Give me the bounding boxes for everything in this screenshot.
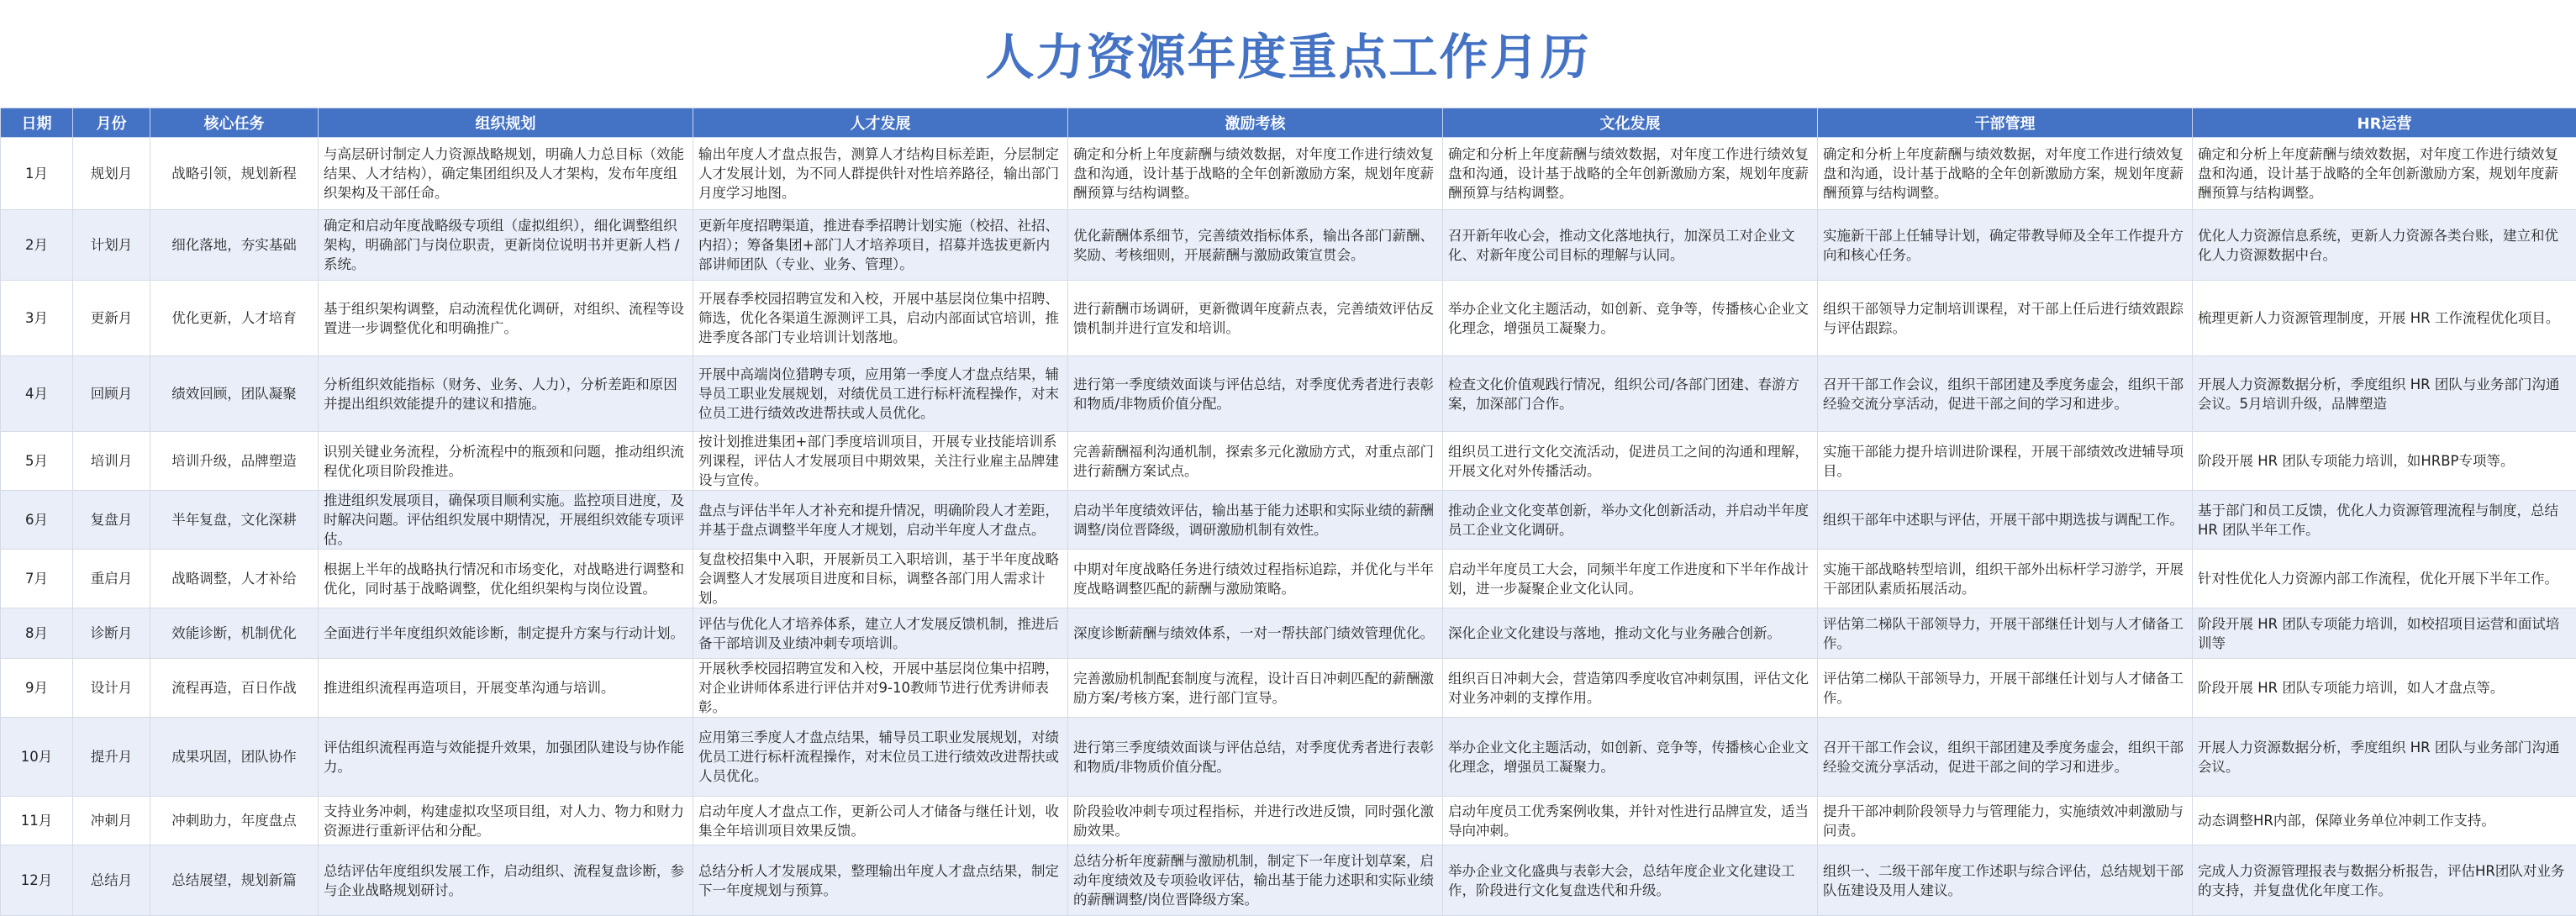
cell-text: 推进组织流程再造项目，开展变革沟通与培训。: [324, 678, 687, 698]
cell-month[interactable]: 计划月: [73, 210, 150, 281]
cell-hr-ops[interactable]: [2193, 718, 2576, 797]
cell-text: 优化薪酬体系细节，完善绩效指标体系，输出各部门薪酬、奖励、考核细则，开展薪酬与激励政策宣贯会。: [1073, 226, 1437, 265]
cell-date[interactable]: 2月: [1, 210, 73, 281]
cell-cadre[interactable]: [1818, 659, 2193, 718]
cell-text: 组织员工进行文化交流活动，促进员工之间的沟通和理解，开展文化对外传播活动。: [1448, 442, 1812, 481]
header-org-planning: 组织规划: [319, 108, 693, 138]
table-row: [1, 550, 2576, 608]
cell-text: 动态调整HR内部，保障业务单位冲刺工作支持。: [2198, 811, 2571, 830]
cell-month[interactable]: 规划月: [73, 138, 150, 210]
cell-core-task[interactable]: 成果巩固，团队协作: [150, 718, 319, 797]
cell-text: 深化企业文化建设与落地，推动文化与业务融合创新。: [1448, 624, 1812, 643]
cell-culture[interactable]: [1443, 356, 1818, 432]
cell-hr-ops[interactable]: [2193, 797, 2576, 845]
cell-text: 实施新干部上任辅导计划，确定带教导师及全年工作提升方向和核心任务。: [1823, 226, 2187, 265]
cell-incentive[interactable]: [1068, 210, 1443, 281]
header-cadre: 干部管理: [1818, 108, 2193, 138]
cell-text: 举办企业文化盛典与表彰大会，总结年度企业文化建设工作，阶段进行文化复盘迭代和升级。: [1448, 861, 1812, 900]
cell-incentive[interactable]: [1068, 491, 1443, 550]
cell-culture[interactable]: [1443, 797, 1818, 845]
cell-hr-ops[interactable]: [2193, 550, 2576, 608]
cell-text: 针对性优化人力资源内部工作流程，优化开展下半年工作。: [2198, 569, 2571, 588]
cell-incentive[interactable]: [1068, 550, 1443, 608]
header-row: [1, 108, 2576, 138]
cell-text: 完成人力资源管理报表与数据分析报告，评估HR团队对业务的支持，并复盘优化年度工作。: [2198, 861, 2571, 900]
header-date: 日期: [1, 108, 73, 138]
cell-core-task[interactable]: 总结展望，规划新篇: [150, 845, 319, 916]
cell-talent-dev[interactable]: [693, 281, 1068, 356]
cell-culture[interactable]: [1443, 138, 1818, 210]
cell-text: 完善激励机制配套制度与流程，设计百日冲刺匹配的薪酬激励方案/考核方案，进行部门宣导。: [1073, 669, 1437, 708]
cell-text: 评估第二梯队干部领导力，开展干部继任计划与人才储备工作。: [1823, 669, 2187, 708]
cell-month[interactable]: 更新月: [73, 281, 150, 356]
cell-date[interactable]: 7月: [1, 550, 73, 608]
cell-text: 应用第三季度人才盘点结果，辅导员工职业发展规划，对绩优员工进行标杆流程操作，对末位员工进行绩效改进帮扶或人员优化。: [698, 728, 1062, 786]
cell-text: 识别关键业务流程，分析流程中的瓶颈和问题，推动组织流程优化项目阶段推进。: [324, 442, 687, 481]
cell-date[interactable]: 10月: [1, 718, 73, 797]
cell-month[interactable]: 设计月: [73, 659, 150, 718]
cell-month[interactable]: 重启月: [73, 550, 150, 608]
cell-text: 组织百日冲刺大会，营造第四季度收官冲刺氛围，评估文化对业务冲刺的支撑作用。: [1448, 669, 1812, 708]
cell-text: 阶段开展 HR 团队专项能力培训，如校招项目运营和面试培训等: [2198, 614, 2571, 653]
cell-hr-ops[interactable]: [2193, 491, 2576, 550]
cell-month[interactable]: 复盘月: [73, 491, 150, 550]
header-hr-ops: HR运营: [2193, 108, 2576, 138]
cell-text: 复盘校招集中入职，开展新员工入职培训，基于半年度战略会调整人才发展项目进度和目标，调整各部门用人需求计划。: [698, 550, 1062, 608]
cell-text: 阶段验收冲刺专项过程指标，并进行改进反馈，同时强化激励效果。: [1073, 802, 1437, 840]
cell-date[interactable]: 12月: [1, 845, 73, 916]
cell-month[interactable]: 总结月: [73, 845, 150, 916]
cell-core-task[interactable]: 战略引领，规划新程: [150, 138, 319, 210]
cell-hr-ops[interactable]: [2193, 210, 2576, 281]
cell-date[interactable]: 6月: [1, 491, 73, 550]
cell-org-planning[interactable]: [319, 797, 693, 845]
cell-core-task[interactable]: 半年复盘，文化深耕: [150, 491, 319, 550]
cell-incentive[interactable]: [1068, 432, 1443, 491]
cell-org-planning[interactable]: [319, 659, 693, 718]
cell-cadre[interactable]: [1818, 797, 2193, 845]
cell-text: 举办企业文化主题活动，如创新、竞争等，传播核心企业文化理念，增强员工凝聚力。: [1448, 299, 1812, 338]
cell-hr-ops[interactable]: [2193, 138, 2576, 210]
cell-cadre[interactable]: [1818, 210, 2193, 281]
cell-culture[interactable]: [1443, 845, 1818, 916]
cell-text: 进行薪酬市场调研，更新微调年度薪点表，完善绩效评估反馈机制并进行宣发和培训。: [1073, 299, 1437, 338]
cell-text: 阶段开展 HR 团队专项能力培训，如HRBP专项等。: [2198, 451, 2571, 471]
cell-org-planning[interactable]: [319, 138, 693, 210]
cell-cadre[interactable]: [1818, 845, 2193, 916]
cell-text: 组织干部年中述职与评估，开展干部中期选拔与调配工作。: [1823, 510, 2187, 529]
table-row: [1, 356, 2576, 432]
cell-text: 深度诊断薪酬与绩效体系，一对一帮扶部门绩效管理优化。: [1073, 624, 1437, 643]
cell-cadre[interactable]: [1818, 608, 2193, 659]
cell-hr-ops[interactable]: [2193, 356, 2576, 432]
table-row: [1, 797, 2576, 845]
cell-text: 优化人力资源信息系统，更新人力资源各类台账，建立和优化人力资源数据中台。: [2198, 226, 2571, 265]
table-row: [1, 608, 2576, 659]
cell-text: 确定和分析上年度薪酬与绩效数据，对年度工作进行绩效复盘和沟通，设计基于战略的全年创新激励方案，规划年度薪酬预算与结构调整。: [1073, 145, 1437, 203]
table-row: [1, 432, 2576, 491]
cell-incentive[interactable]: [1068, 356, 1443, 432]
cell-text: 分析组织效能指标（财务、业务、人力），分析差距和原因并提出组织效能提升的建议和措施。: [324, 375, 687, 413]
cell-text: 基于部门和员工反馈，优化人力资源管理流程与制度，总结 HR 团队半年工作。: [2198, 501, 2571, 540]
cell-text: 进行第三季度绩效面谈与评估总结，对季度优秀者进行表彰和物质/非物质价值分配。: [1073, 738, 1437, 776]
cell-org-planning[interactable]: [319, 356, 693, 432]
cell-text: 评估第二梯队干部领导力，开展干部继任计划与人才储备工作。: [1823, 614, 2187, 653]
cell-talent-dev[interactable]: [693, 718, 1068, 797]
cell-cadre[interactable]: [1818, 281, 2193, 356]
table-row: [1, 491, 2576, 550]
cell-cadre[interactable]: [1818, 550, 2193, 608]
cell-text: 与高层研讨制定人力资源战略规划，明确人力总目标（效能结果、人才结构），确定集团组织及人才架构，发布年度组织架构及干部任命。: [324, 145, 687, 203]
cell-text: 推动企业文化变革创新，举办文化创新活动，并启动半年度员工企业文化调研。: [1448, 501, 1812, 540]
cell-core-task[interactable]: 冲刺助力，年度盘点: [150, 797, 319, 845]
table-row: [1, 659, 2576, 718]
cell-incentive[interactable]: [1068, 281, 1443, 356]
cell-cadre[interactable]: [1818, 432, 2193, 491]
cell-talent-dev[interactable]: [693, 550, 1068, 608]
cell-talent-dev[interactable]: [693, 797, 1068, 845]
cell-incentive[interactable]: [1068, 659, 1443, 718]
cell-hr-ops[interactable]: [2193, 659, 2576, 718]
table-row: [1, 718, 2576, 797]
cell-text: 检查文化价值观践行情况，组织公司/各部门团建、春游方案，加深部门合作。: [1448, 375, 1812, 413]
cell-incentive[interactable]: [1068, 845, 1443, 916]
table-row: [1, 281, 2576, 356]
cell-text: 总结分析人才发展成果，整理输出年度人才盘点结果，制定下一年度规划与预算。: [698, 861, 1062, 900]
cell-cadre[interactable]: [1818, 491, 2193, 550]
cell-text: 确定和启动年度战略级专项组（虚拟组织），细化调整组织架构，明确部门与岗位职责，更新岗位说明书并更新人档 / 系统。: [324, 216, 687, 274]
table-row: [1, 210, 2576, 281]
cell-core-task[interactable]: 战略调整，人才补给: [150, 550, 319, 608]
cell-core-task[interactable]: 绩效回顾，团队凝聚: [150, 356, 319, 432]
cell-hr-ops[interactable]: [2193, 845, 2576, 916]
cell-text: 开展中高端岗位猎聘专项，应用第一季度人才盘点结果，辅导员工职业发展规划，对绩优员工进行标杆流程操作，对末位员工进行绩效改进帮扶或人员优化。: [698, 365, 1062, 423]
cell-incentive[interactable]: [1068, 718, 1443, 797]
header-month: 月份: [73, 108, 150, 138]
cell-month[interactable]: 回顾月: [73, 356, 150, 432]
cell-text: 组织干部领导力定制培训课程，对干部上任后进行绩效跟踪与评估跟踪。: [1823, 299, 2187, 338]
cell-hr-ops[interactable]: [2193, 281, 2576, 356]
cell-text: 完善薪酬福利沟通机制，探索多元化激励方式，对重点部门进行薪酬方案试点。: [1073, 442, 1437, 481]
cell-talent-dev[interactable]: [693, 845, 1068, 916]
cell-culture[interactable]: [1443, 281, 1818, 356]
cell-date[interactable]: 9月: [1, 659, 73, 718]
cell-text: 实施干部能力提升培训进阶课程，开展干部绩效改进辅导项目。: [1823, 442, 2187, 481]
cell-text: 基于组织架构调整，启动流程优化调研，对组织、流程等设置进一步调整优化和明确推广。: [324, 299, 687, 338]
cell-culture[interactable]: [1443, 432, 1818, 491]
cell-month[interactable]: 诊断月: [73, 608, 150, 659]
cell-talent-dev[interactable]: [693, 659, 1068, 718]
cell-core-task[interactable]: 细化落地，夯实基础: [150, 210, 319, 281]
cell-text: 启动年度人才盘点工作，更新公司人才储备与继任计划，收集全年培训项目效果反馈。: [698, 802, 1062, 840]
cell-text: 梳理更新人力资源管理制度，开展 HR 工作流程优化项目。: [2198, 308, 2571, 328]
cell-text: 启动半年度员工大会，同频半年度工作进度和下半年作战计划，进一步凝聚企业文化认同。: [1448, 560, 1812, 598]
cell-month[interactable]: 培训月: [73, 432, 150, 491]
cell-date[interactable]: 11月: [1, 797, 73, 845]
cell-date[interactable]: 1月: [1, 138, 73, 210]
cell-text: 召开干部工作会议，组织干部团建及季度务虚会，组织干部经验交流分享活动，促进干部之间的学习和进步。: [1823, 738, 2187, 776]
cell-text: 开展人力资源数据分析，季度组织 HR 团队与业务部门沟通会议。: [2198, 738, 2571, 776]
cell-org-planning[interactable]: [319, 210, 693, 281]
cell-text: 开展春季校园招聘宣发和入校，开展中基层岗位集中招聘、筛选，优化各渠道生源测评工具，启动内部面试官培训，推进季度各部门专业培训计划落地。: [698, 289, 1062, 347]
cell-hr-ops[interactable]: [2193, 608, 2576, 659]
cell-text: 评估组织流程再造与效能提升效果，加强团队建设与协作能力。: [324, 738, 687, 776]
cell-text: 根据上半年的战略执行情况和市场变化，对战略进行调整和优化，同时基于战略调整，优化组织架构与岗位设置。: [324, 560, 687, 598]
cell-text: 实施干部战略转型培训，组织干部外出标杆学习游学，开展干部团队素质拓展活动。: [1823, 560, 2187, 598]
cell-org-planning[interactable]: [319, 718, 693, 797]
cell-core-task[interactable]: 优化更新，人才培育: [150, 281, 319, 356]
cell-culture[interactable]: [1443, 210, 1818, 281]
cell-culture[interactable]: [1443, 550, 1818, 608]
cell-org-planning[interactable]: [319, 491, 693, 550]
cell-text: 开展秋季校园招聘宣发和入校，开展中基层岗位集中招聘，对企业讲师体系进行评估并对9-10教师节进行优秀讲师表彰。: [698, 659, 1062, 717]
cell-culture[interactable]: [1443, 718, 1818, 797]
cell-org-planning[interactable]: [319, 550, 693, 608]
cell-incentive[interactable]: [1068, 138, 1443, 210]
cell-text: 推进组织发展项目，确保项目顺利实施。监控项目进度，及时解决问题。评估组织发展中期情况，开展组织效能专项评估。: [324, 491, 687, 549]
cell-text: 确定和分析上年度薪酬与绩效数据，对年度工作进行绩效复盘和沟通，设计基于战略的全年创新激励方案，规划年度薪酬预算与结构调整。: [1823, 145, 2187, 203]
cell-talent-dev[interactable]: [693, 432, 1068, 491]
cell-org-planning[interactable]: [319, 432, 693, 491]
cell-text: 输出年度人才盘点报告，测算人才结构目标差距，分层制定人才发展计划，为不同人群提供针对性培养路径，输出部门月度学习地图。: [698, 145, 1062, 203]
cell-month[interactable]: 提升月: [73, 718, 150, 797]
header-core-task: 核心任务: [150, 108, 319, 138]
cell-text: 按计划推进集团+部门季度培训项目，开展专业技能培训系列课程，评估人才发展项目中期效果，关注行业雇主品牌建设与宣传。: [698, 432, 1062, 490]
cell-culture[interactable]: [1443, 659, 1818, 718]
cell-text: 中期对年度战略任务进行绩效过程指标追踪，并优化与半年度战略调整匹配的薪酬与激励策略。: [1073, 560, 1437, 598]
work-calendar-table: [0, 108, 2576, 916]
cell-cadre[interactable]: [1818, 138, 2193, 210]
cell-text: 启动半年度绩效评估，输出基于能力述职和实际业绩的薪酬调整/岗位晋降级，调研激励机制有效性。: [1073, 501, 1437, 540]
cell-text: 总结分析年度薪酬与激励机制，制定下一年度计划草案，启动年度绩效及专项验收评估，输出基于能力述职和实际业绩的薪酬调整/岗位晋降级方案。: [1073, 851, 1437, 909]
header-culture: 文化发展: [1443, 108, 1818, 138]
cell-text: 举办企业文化主题活动，如创新、竞争等，传播核心企业文化理念，增强员工凝聚力。: [1448, 738, 1812, 776]
cell-hr-ops[interactable]: [2193, 432, 2576, 491]
cell-culture[interactable]: [1443, 491, 1818, 550]
cell-incentive[interactable]: [1068, 608, 1443, 659]
cell-date[interactable]: 5月: [1, 432, 73, 491]
cell-text: 总结评估年度组织发展工作，启动组织、流程复盘诊断，参与企业战略规划研讨。: [324, 861, 687, 900]
cell-text: 提升干部冲刺阶段领导力与管理能力，实施绩效冲刺激励与问责。: [1823, 802, 2187, 840]
cell-text: 组织一、二级干部年度工作述职与综合评估，总结规划干部队伍建设及用人建议。: [1823, 861, 2187, 900]
cell-cadre[interactable]: [1818, 718, 2193, 797]
page-title: 人力资源年度重点工作月历: [0, 0, 2576, 106]
cell-culture[interactable]: [1443, 608, 1818, 659]
cell-core-task[interactable]: 培训升级，品牌塑造: [150, 432, 319, 491]
cell-text: 更新年度招聘渠道，推进春季招聘计划实施（校招、社招、内招）；筹备集团+部门人才培养项目，招募并选拔更新内部讲师团队（专业、业务、管理）。: [698, 216, 1062, 274]
cell-core-task[interactable]: 流程再造，百日作战: [150, 659, 319, 718]
cell-date[interactable]: 8月: [1, 608, 73, 659]
cell-org-planning[interactable]: [319, 608, 693, 659]
cell-text: 召开新年收心会，推动文化落地执行，加深员工对企业文化、对新年度公司目标的理解与认同。: [1448, 226, 1812, 265]
cell-incentive[interactable]: [1068, 797, 1443, 845]
cell-talent-dev[interactable]: [693, 491, 1068, 550]
cell-talent-dev[interactable]: [693, 210, 1068, 281]
cell-text: 启动年度员工优秀案例收集，并针对性进行品牌宣发，适当导向冲刺。: [1448, 802, 1812, 840]
cell-talent-dev[interactable]: [693, 356, 1068, 432]
table-row: [1, 138, 2576, 210]
cell-org-planning[interactable]: [319, 845, 693, 916]
cell-text: 评估与优化人才培养体系，建立人才发展反馈机制，推进后备干部培训及业绩冲刺专项培训。: [698, 614, 1062, 653]
header-incentive: 激励考核: [1068, 108, 1443, 138]
cell-cadre[interactable]: [1818, 356, 2193, 432]
cell-text: 确定和分析上年度薪酬与绩效数据，对年度工作进行绩效复盘和沟通，设计基于战略的全年创新激励方案，规划年度薪酬预算与结构调整。: [2198, 145, 2571, 203]
cell-text: 进行第一季度绩效面谈与评估总结，对季度优秀者进行表彰和物质/非物质价值分配。: [1073, 375, 1437, 413]
cell-org-planning[interactable]: [319, 281, 693, 356]
header-talent-dev: 人才发展: [693, 108, 1068, 138]
table-row: [1, 845, 2576, 916]
cell-talent-dev[interactable]: [693, 138, 1068, 210]
cell-talent-dev[interactable]: [693, 608, 1068, 659]
cell-text: 开展人力资源数据分析，季度组织 HR 团队与业务部门沟通会议。5月培训升级，品牌塑造: [2198, 375, 2571, 413]
cell-text: 召开干部工作会议，组织干部团建及季度务虚会，组织干部经验交流分享活动，促进干部之间的学习和进步。: [1823, 375, 2187, 413]
cell-date[interactable]: 3月: [1, 281, 73, 356]
cell-text: 确定和分析上年度薪酬与绩效数据，对年度工作进行绩效复盘和沟通，设计基于战略的全年创新激励方案，规划年度薪酬预算与结构调整。: [1448, 145, 1812, 203]
cell-core-task[interactable]: 效能诊断，机制优化: [150, 608, 319, 659]
cell-text: 盘点与评估半年人才补充和提升情况，明确阶段人才差距，并基于盘点调整半年度人才规划，启动半年度人才盘点。: [698, 501, 1062, 540]
cell-text: 全面进行半年度组织效能诊断，制定提升方案与行动计划。: [324, 624, 687, 643]
cell-text: 支持业务冲刺，构建虚拟攻坚项目组，对人力、物力和财力资源进行重新评估和分配。: [324, 802, 687, 840]
cell-text: 阶段开展 HR 团队专项能力培训，如人才盘点等。: [2198, 678, 2571, 698]
cell-month[interactable]: 冲刺月: [73, 797, 150, 845]
cell-date[interactable]: 4月: [1, 356, 73, 432]
